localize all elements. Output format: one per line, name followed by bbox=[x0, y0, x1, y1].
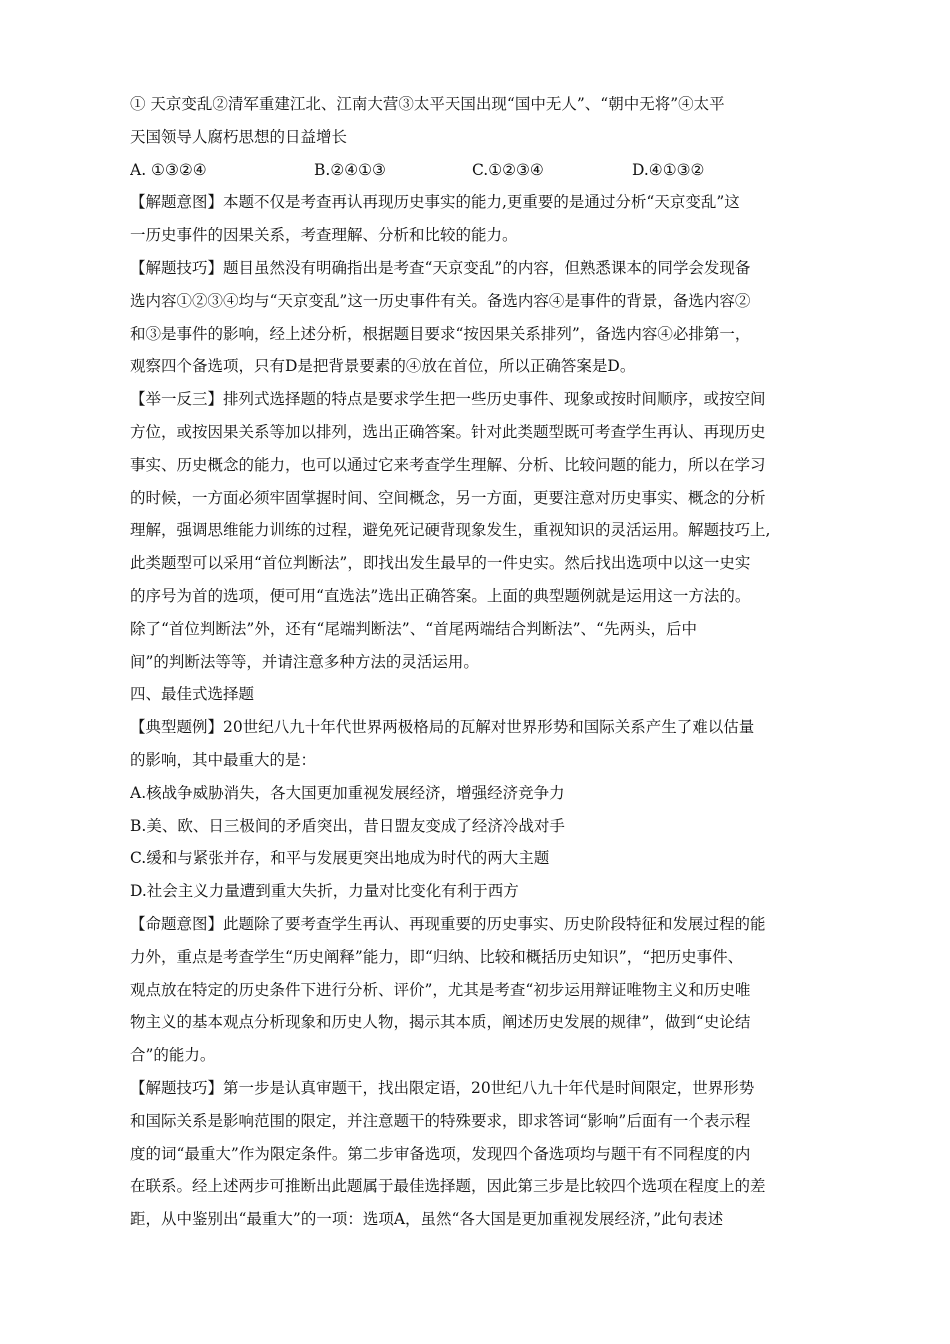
intent-paragraph-line: 合”的能力。 bbox=[130, 1046, 216, 1065]
example-paragraph-line: 除了“首位判断法”外，还有“尾端判断法”、“首尾两端结合判断法”、“先两头，后中 bbox=[130, 619, 697, 638]
intent-paragraph-line: 观点放在特定的历史条件下进行分析、评价”，尤其是考查“初步运用辩证唯物主义和历史唯 bbox=[130, 980, 751, 999]
example-paragraph-line: 【举一反三】排列式选择题的特点是要求学生把一些历史事件、现象或按时间顺序，或按空间 bbox=[130, 390, 766, 409]
option-d: D.④①③② bbox=[632, 160, 705, 179]
typical-question-line: 的影响，其中最重大的是： bbox=[130, 750, 317, 769]
document-body bbox=[130, 88, 830, 1236]
intent-paragraph-line: 【命题意图】此题除了要考查学生再认、再现重要的历史事实、历史阶段特征和发展过程的能 bbox=[130, 914, 766, 933]
example-paragraph-line: 间”的判断法等等，并请注意多种方法的灵活运用。 bbox=[130, 652, 479, 671]
option-c: C.①②③④ bbox=[472, 160, 544, 179]
tip-paragraph-line: 和国际关系是影响范围的限定，并注意题干的特殊要求，即求答词“影响”后面有一个表示程 bbox=[130, 1111, 751, 1130]
example-paragraph-line: 事实、历史概念的能力，也可以通过它来考查学生理解、分析、比较问题的能力，所以在学习 bbox=[130, 455, 766, 474]
tip-paragraph-line: 和③是事件的影响，经上述分析，根据题目要求“按因果关系排列”，备选内容④必排第一， bbox=[130, 324, 751, 343]
typical-question-line: 【典型题例】20世纪八九十年代世界两极格局的瓦解对世界形势和国际关系产生了难以估量 bbox=[130, 718, 755, 737]
tip-paragraph-line: 度的词“最重大”作为限定条件。第二步审备选项，发现四个备选项均与题干有不同程度的内 bbox=[130, 1144, 751, 1163]
tip-paragraph-line: 【解题技巧】题目虽然没有明确指出是考查“天京变乱”的内容，但熟悉课本的同学会发现备 bbox=[130, 258, 751, 277]
tip-paragraph-line: 观察四个备选项，只有D是把背景要素的④放在首位，所以正确答案是D。 bbox=[130, 357, 636, 376]
question-stem-line: 天国领导人腐朽思想的日益增长 bbox=[130, 127, 348, 146]
example-paragraph-line: 理解，强调思维能力训练的过程，避免死记硬背现象发生，重视知识的灵活运用。解题技巧上, bbox=[130, 521, 771, 540]
tip-paragraph-line: 距，从中鉴别出“最重大”的一项：选项A，虽然“各大国是更加重视发展经济，”此句表述 bbox=[130, 1210, 724, 1229]
example-paragraph-line: 的序号为首的选项，便可用“直选法”选出正确答案。上面的典型题例就是运用这一方法的。 bbox=[130, 586, 751, 605]
example-paragraph-line: 此类题型可以采用“首位判断法”，即找出发生最早的一件史实。然后找出选项中以这一史实 bbox=[130, 554, 751, 573]
option-b: B.②④①③ bbox=[314, 160, 386, 179]
question-stem-line: ① 天京变乱②清军重建江北、江南大营③太平天国出现“国中无人”、“朝中无将”④太平 bbox=[130, 95, 725, 113]
example-paragraph-line: 方位，或按因果关系等加以排列，选出正确答案。针对此类题型既可考查学生再认、再现历史 bbox=[130, 422, 766, 441]
tip-paragraph-line: 在联系。经上述两步可推断出此题属于最佳选择题，因此第三步是比较四个选项在程度上的差 bbox=[130, 1177, 766, 1196]
choice-a: A.核战争威胁消失，各大国更加重视发展经济，增强经济竞争力 bbox=[130, 783, 565, 802]
intent-paragraph-line: 物主义的基本观点分析现象和历史人物，揭示其本质，阐述历史发展的规律”，做到“史论结 bbox=[130, 1013, 751, 1032]
tip-paragraph-line: 选内容①②③④均与“天京变乱”这一历史事件有关。备选内容④是事件的背景，备选内容② bbox=[130, 291, 751, 310]
choice-d: D.社会主义力量遭到重大失折，力量对比变化有利于西方 bbox=[130, 882, 519, 901]
answer-options bbox=[130, 154, 830, 187]
intent-paragraph-line: 力外，重点是考查学生“历史阐释”能力，即“归纳、比较和概括历史知识”，“把历史事件、 bbox=[130, 947, 744, 966]
intent-paragraph-line: 一历史事件的因果关系，考查理解、分析和比较的能力。 bbox=[130, 226, 518, 245]
example-paragraph-line: 的时候，一方面必须牢固掌握时间、空间概念，另一方面，更要注意对历史事实、概念的分析 bbox=[130, 488, 766, 507]
choice-b: B.美、欧、日三极间的矛盾突出，昔日盟友变成了经济冷战对手 bbox=[130, 816, 565, 835]
choice-c: C.缓和与紧张并存，和平与发展更突出地成为时代的两大主题 bbox=[130, 849, 550, 868]
option-a: A. ①③②④ bbox=[130, 160, 207, 179]
intent-paragraph-line: 【解题意图】本题不仅是考查再认再现历史事实的能力,更重要的是通过分析“天京变乱”这 bbox=[130, 193, 740, 212]
section-heading: 四、最佳式选择题 bbox=[130, 685, 255, 704]
tip-paragraph-line: 【解题技巧】第一步是认真审题干，找出限定语，20世纪八九十年代是时间限定，世界形势 bbox=[130, 1078, 755, 1097]
